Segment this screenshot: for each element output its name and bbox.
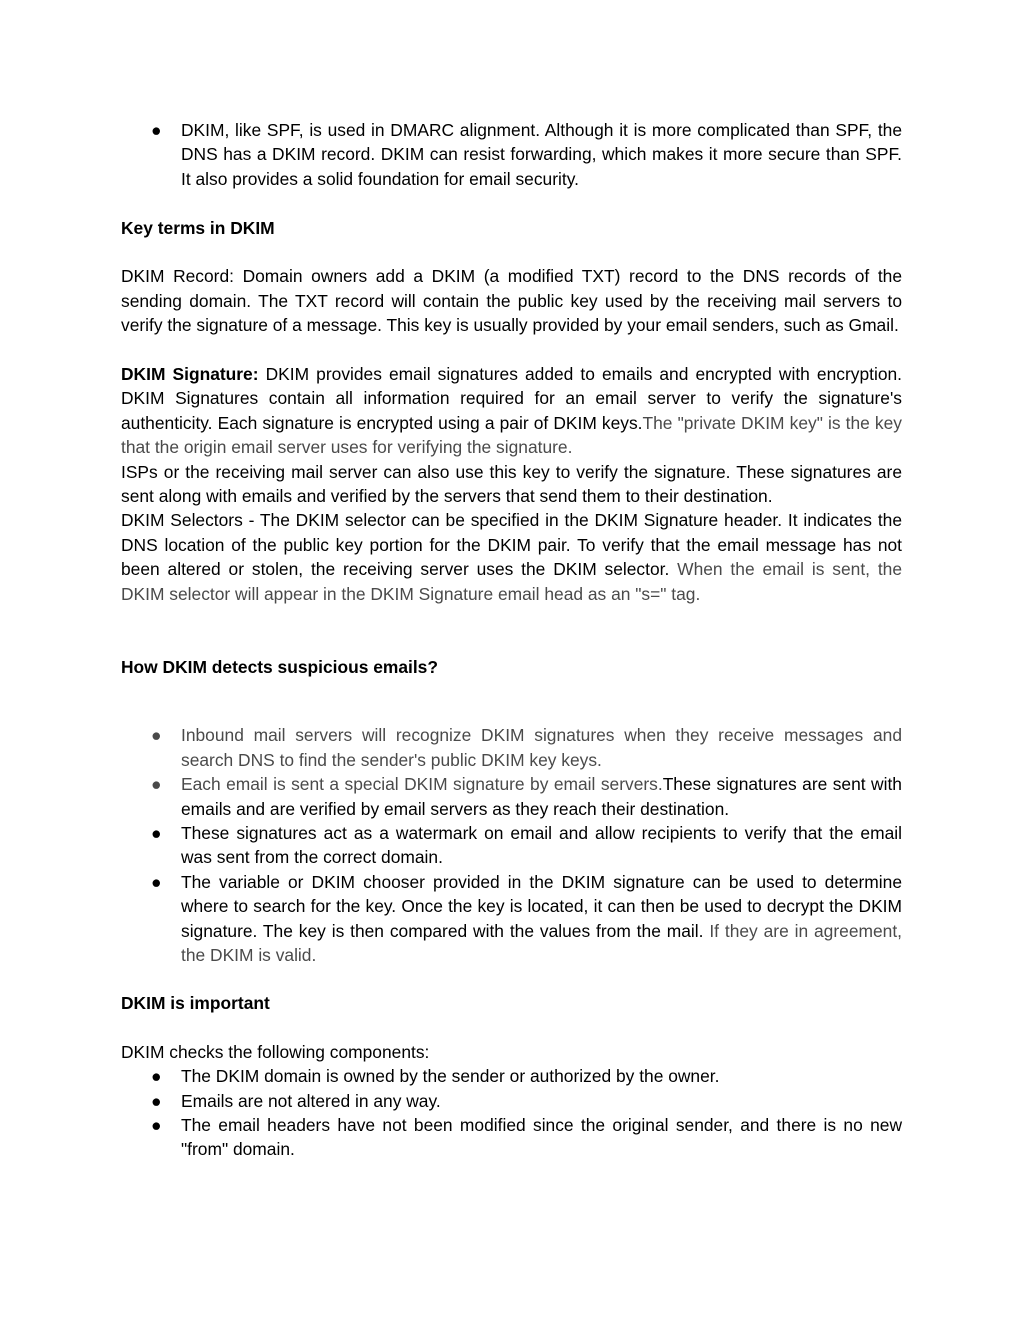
detects-bullet-1 (121, 723, 902, 772)
key-terms-heading: Key terms in DKIM (121, 217, 275, 238)
detects-bullet-2-muted-text: Each email is sent a special DKIM signature by email servers. (181, 774, 663, 795)
dkim-signature-paragraph (121, 362, 902, 460)
bullet-icon: ● (151, 871, 162, 892)
dkim-selectors-paragraph (121, 508, 902, 606)
dkim-signature-label: DKIM Signature: (121, 364, 259, 385)
bullet-icon: ● (151, 1066, 162, 1087)
intro-bullet-text: DKIM, like SPF, is used in DMARC alignment. Although it is more complicated than SPF, the DNS has a DKIM record. DKIM can resist forwarding, which makes it more secure than SPF. It also provides a solid foundation for email security. (181, 120, 902, 189)
bullet-icon: ● (151, 120, 162, 140)
important-item-1 (121, 1064, 902, 1088)
bullet-icon: ● (151, 774, 162, 795)
document-page (121, 118, 902, 1162)
detects-bullet-2 (121, 772, 902, 821)
important-intro: DKIM checks the following components: (121, 1041, 430, 1062)
important-item-2-text: Emails are not altered in any way. (181, 1090, 441, 1111)
bullet-icon: ● (151, 725, 162, 746)
bullet-icon: ● (151, 822, 162, 843)
bullet-icon: ● (151, 1090, 162, 1111)
detects-bullet-1-text: Inbound mail servers will recognize DKIM signatures when they receive messages and search DNS to find the sender's public DKIM key keys. (181, 725, 902, 770)
dkim-signature-muted-text: The "private DKIM key" is the key that the origin email server uses for verifying the signature. (121, 412, 902, 458)
detects-bullet-3 (121, 821, 902, 870)
bullet-icon: ● (151, 1114, 162, 1135)
intro-bullet (121, 118, 902, 191)
important-item-3-text: The email headers have not been modified since the original sender, and there is no new "from" domain. (181, 1114, 902, 1160)
isp-paragraph: ISPs or the receiving mail server can also use this key to verify the signature. These signatures are sent along with emails and verified by the servers that send them to their destination. (121, 461, 902, 507)
important-heading: DKIM is important (121, 993, 270, 1014)
detects-bullet-4-muted-text: If they are in agreement, the DKIM is valid. (181, 920, 902, 965)
detects-bullet-3-text: These signatures act as a watermark on email and allow recipients to verify that the email was sent from the correct domain. (181, 822, 902, 868)
important-item-2 (121, 1089, 902, 1113)
important-item-3 (121, 1113, 902, 1162)
detects-heading: How DKIM detects suspicious emails? (121, 656, 438, 677)
dkim-record-paragraph: DKIM Record: Domain owners add a DKIM (a modified TXT) record to the DNS records of the sending domain. The TXT record will contain the public key used by the receiving mail servers to verify the signature of a message. This key is usually provided by your email senders, such as Gmail. (121, 266, 902, 336)
detects-bullet-4 (121, 870, 902, 968)
important-item-1-text: The DKIM domain is owned by the sender or authorized by the owner. (181, 1066, 720, 1087)
dkim-selectors-muted-text: When the email is sent, the DKIM selector will appear in the DKIM Signature email head as an "s=" tag. (121, 559, 903, 604)
detects-bullet-4-text: The variable or DKIM chooser provided in the DKIM signature can be used to determine where to search for the key. Once the key is located, it can then be used to decrypt the DKIM signature. The key is then compared with the values from the mail. (181, 871, 902, 941)
dkim-selectors-text: DKIM Selectors - The DKIM selector can be specified in the DKIM Signature header. It indicates the DNS location of the public key portion for the DKIM pair. To verify that the email message has not been altered or stolen, the receiving server uses the DKIM selector. (121, 510, 902, 580)
detects-bullet-2-text: These signatures are sent with emails and are verified by email servers as they reach their destination. (181, 774, 902, 819)
dkim-signature-text: DKIM provides email signatures added to emails and encrypted with encryption. DKIM Signatures contain all information required for an email server to verify the signature's authenticity. Each signature is encrypted using a pair of DKIM keys. (121, 364, 903, 433)
